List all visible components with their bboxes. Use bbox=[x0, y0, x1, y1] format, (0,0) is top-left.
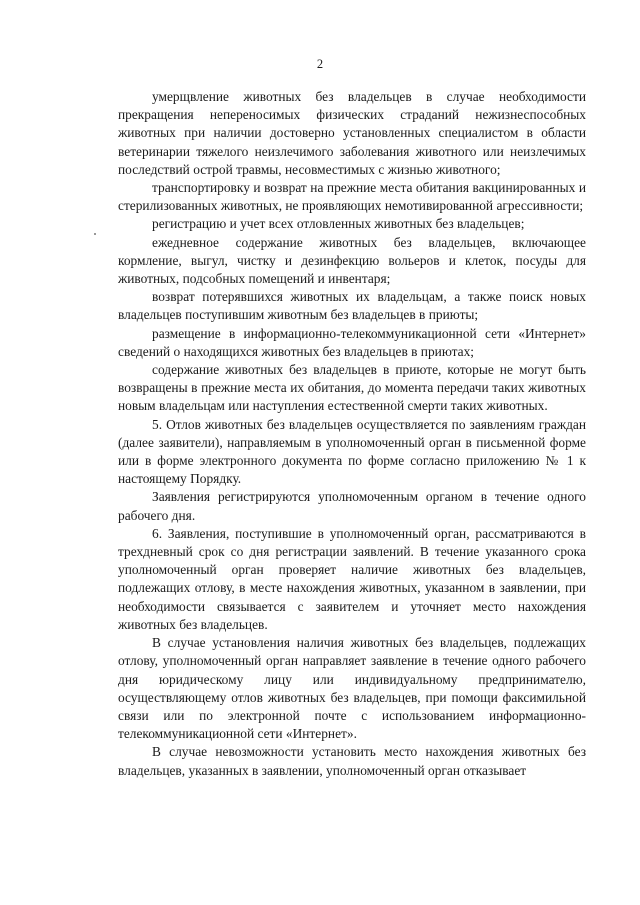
paragraph-refusal: В случае невозможности установить место нахождения животных без владельцев, указанных в заявлении, уполномоченный орган отказывает bbox=[118, 744, 586, 778]
document-body bbox=[118, 88, 586, 780]
paragraph-internet-publication: размещение в информационно-телекоммуникационной сети «Интернет» сведений о находящихся животных без владельцев в приютах; bbox=[118, 325, 586, 359]
paragraph-forwarding-application: В случае установления наличия животных без владельцев, подлежащих отлову, уполномоченный орган направляет заявление в течение одного рабочего дня юридическому лицу или индивидуальному предпринимателю, осуществляющему отлов животных без владельцев, при помощи факсимильной связи или по электронной почте с использованием информационно-телекоммуникационной сети «Интернет». bbox=[118, 635, 586, 742]
paragraph-shelter-keeping: содержание животных без владельцев в приюте, которые не могут быть возвращены в прежние места их обитания, до момента передачи таких животных новым владельцам или наступления естественной смерти таких животных. bbox=[118, 362, 586, 414]
paragraph-euthanasia: умерщвление животных без владельцев в случае необходимости прекращения непереносимых физических страданий нежизнеспособных животных при наличии достоверно установленных специалистом в области ветеринарии тяжелого неизлечимого заболевания животного или неизлечимых последствий острой травмы, несовместимых с жизнью животного; bbox=[118, 89, 586, 177]
paragraph-return-to-owners: возврат потерявшихся животных их владельцам, а также поиск новых владельцев поступившим животным без владельцев в приюты; bbox=[118, 289, 586, 323]
scan-speck bbox=[94, 233, 96, 235]
paragraph-registration: регистрацию и учет всех отловленных животных без владельцев; bbox=[152, 216, 525, 232]
paragraph-section-6: 6. Заявления, поступившие в уполномоченный орган, рассматриваются в трехдневный срок со дня регистрации заявлений. В течение указанного срока уполномоченный орган проверяет наличие животных без владельцев, подлежащих отлову, в месте нахождения животных, указанном в заявлении, при необходимости связывается с заявителем и уточняет место нахождения животных без владельцев. bbox=[118, 525, 586, 632]
paragraph-transport-return: транспортировку и возврат на прежние места обитания вакцинированных и стерилизованных животных, не проявляющих немотивированной агрессивности; bbox=[118, 180, 586, 214]
paragraph-application-registration: Заявления регистрируются уполномоченным органом в течение одного рабочего дня. bbox=[118, 489, 586, 523]
paragraph-daily-maintenance: ежедневное содержание животных без владельцев, включающее кормление, выгул, чистку и дезинфекцию вольеров и клеток, посуды для животных, подсобных помещений и инвентаря; bbox=[118, 234, 586, 287]
page-number: 2 bbox=[316, 57, 324, 71]
paragraph-section-5: 5. Отлов животных без владельцев осуществляется по заявлениям граждан (далее заявители), направляемым в уполномоченный орган в письменной форме или в форме электронного документа по форме согласно приложению № 1 к настоящему Порядку. bbox=[118, 416, 586, 487]
